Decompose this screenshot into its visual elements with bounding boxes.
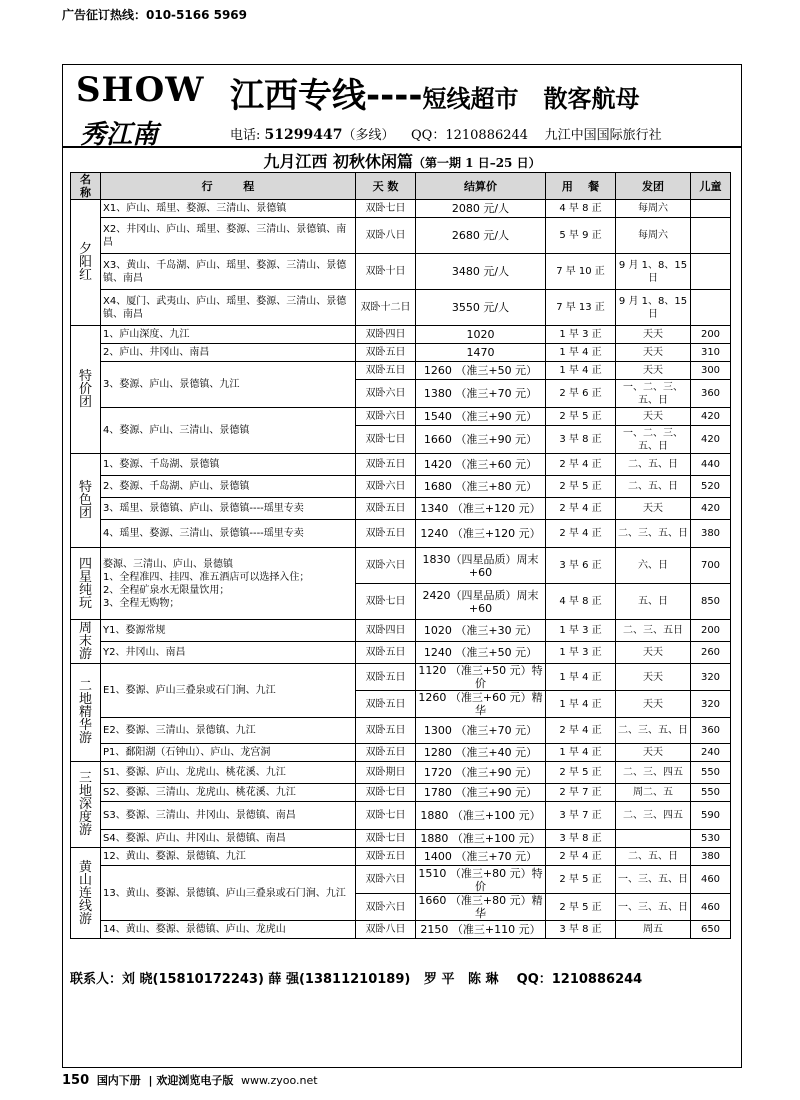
child-price-cell: [691, 254, 731, 290]
meals-cell: 2 早 5 正: [546, 762, 616, 784]
depart-cell: 每周六: [616, 200, 691, 218]
price-cell: 1240 （准三+120 元）: [416, 520, 546, 548]
route-cell: X4、厦门、武夷山、庐山、瑶里、婺源、三清山、景德镇、南昌: [101, 290, 356, 326]
header-rule: [62, 146, 742, 148]
child-price-cell: [691, 218, 731, 254]
depart-cell: 周二、五: [616, 784, 691, 802]
page-subtitle: [62, 149, 742, 172]
table-row: [71, 254, 731, 290]
page-url: www.zyoo.net: [241, 1074, 318, 1087]
depart-cell: 天天: [616, 642, 691, 664]
meals-cell: 1 早 4 正: [546, 664, 616, 691]
table-row: [71, 498, 731, 520]
route-cell: 14、黄山、婺源、景德镇、庐山、龙虎山: [101, 921, 356, 939]
days-cell: 双卧七日: [356, 584, 416, 620]
table-row: [71, 784, 731, 802]
child-price-cell: 420: [691, 498, 731, 520]
meals-cell: 4 早 8 正: [546, 200, 616, 218]
days-cell: 双卧四日: [356, 620, 416, 642]
days-cell: 双卧五日: [356, 344, 416, 362]
col-child: 儿童: [691, 173, 731, 200]
route-cell: 3、婺源、庐山、景德镇、九江: [101, 362, 356, 408]
route-cell: E2、婺源、三清山、景德镇、九江: [101, 718, 356, 744]
child-price-cell: 460: [691, 866, 731, 894]
route-cell: X3、黄山、千岛湖、庐山、瑶里、婺源、三清山、景德镇、南昌: [101, 254, 356, 290]
qq-label: QQ：: [411, 128, 446, 143]
table-row: [71, 620, 731, 642]
days-cell: 双卧五日: [356, 744, 416, 762]
depart-cell: 五、日: [616, 584, 691, 620]
category-name: 夕 阳 红: [71, 200, 101, 326]
agency-name: 九江中国国际旅行社: [544, 128, 662, 143]
price-cell: 1830（四星品质）周末+60: [416, 548, 546, 584]
meals-cell: 1 早 3 正: [546, 642, 616, 664]
depart-cell: 天天: [616, 408, 691, 426]
child-price-cell: 320: [691, 691, 731, 718]
days-cell: 双卧五日: [356, 520, 416, 548]
days-cell: 双卧五日: [356, 642, 416, 664]
table-row: [71, 520, 731, 548]
route-cell: S3、婺源、三清山、井冈山、景德镇、南昌: [101, 802, 356, 830]
route-cell: X2、井冈山、庐山、瑶里、婺源、三清山、景德镇、南昌: [101, 218, 356, 254]
price-cell: 1020 （准三+30 元）: [416, 620, 546, 642]
days-cell: 双卧七日: [356, 426, 416, 454]
category-name: 四 星 纯 玩: [71, 548, 101, 620]
meals-cell: 1 早 3 正: [546, 620, 616, 642]
route-cell: S4、婺源、庐山、井冈山、景德镇、南昌: [101, 830, 356, 848]
depart-cell: 每周六: [616, 218, 691, 254]
meals-cell: 3 早 8 正: [546, 426, 616, 454]
table-row: [71, 362, 731, 380]
page-section: 国内下册: [96, 1074, 141, 1087]
route-cell: 1、庐山深度、九江: [101, 326, 356, 344]
price-cell: 2150 （准三+110 元）: [416, 921, 546, 939]
meals-cell: 3 早 6 正: [546, 548, 616, 584]
logo-xiujiangnan: 秀江南: [80, 120, 159, 150]
col-depart: 发团: [616, 173, 691, 200]
route-cell: 13、黄山、婺源、景德镇、庐山三叠泉或石门涧、九江: [101, 866, 356, 921]
table-row: [71, 802, 731, 830]
table-row: [71, 218, 731, 254]
days-cell: 双卧七日: [356, 200, 416, 218]
days-cell: 双卧十二日: [356, 290, 416, 326]
price-cell: 1510 （准三+80 元）特价: [416, 866, 546, 894]
col-price: 结算价: [416, 173, 546, 200]
meals-cell: 3 早 7 正: [546, 802, 616, 830]
depart-cell: 六、日: [616, 548, 691, 584]
price-cell: 1880 （准三+100 元）: [416, 802, 546, 830]
route-cell: Y1、婺源常规: [101, 620, 356, 642]
depart-cell: 二、五、日: [616, 454, 691, 476]
days-cell: 双卧五日: [356, 498, 416, 520]
days-cell: 双卧六日: [356, 380, 416, 408]
days-cell: 双卧六日: [356, 548, 416, 584]
meals-cell: 7 早 10 正: [546, 254, 616, 290]
table-body: [71, 200, 731, 939]
child-price-cell: 550: [691, 762, 731, 784]
itinerary-table: [70, 172, 731, 939]
route-cell: S2、婺源、三清山、龙虎山、桃花溪、九江: [101, 784, 356, 802]
table-row: [71, 921, 731, 939]
depart-cell: 天天: [616, 326, 691, 344]
col-name: 名 称: [71, 173, 101, 200]
masthead: [70, 68, 735, 150]
days-cell: 双卧七日: [356, 830, 416, 848]
meals-cell: 1 早 4 正: [546, 691, 616, 718]
depart-cell: 天天: [616, 744, 691, 762]
price-cell: 1680 （准三+80 元）: [416, 476, 546, 498]
category-name: 周 末 游: [71, 620, 101, 664]
route-cell: Y2、井冈山、南昌: [101, 642, 356, 664]
page-welcome: 欢迎浏览电子版: [156, 1074, 234, 1087]
headline-main: 江西专线----: [230, 76, 423, 116]
child-price-cell: 260: [691, 642, 731, 664]
price-cell: 1660 （准三+90 元）: [416, 426, 546, 454]
depart-cell: 周五: [616, 921, 691, 939]
depart-cell: 天天: [616, 664, 691, 691]
price-cell: 1240 （准三+50 元）: [416, 642, 546, 664]
days-cell: 双卧五日: [356, 362, 416, 380]
depart-cell: 9 月 1、8、15 日: [616, 290, 691, 326]
child-price-cell: 550: [691, 784, 731, 802]
price-cell: 1420 （准三+60 元）: [416, 454, 546, 476]
child-price-cell: 650: [691, 921, 731, 939]
days-cell: 双卧五日: [356, 664, 416, 691]
meals-cell: 3 早 8 正: [546, 921, 616, 939]
days-cell: 双卧五日: [356, 848, 416, 866]
depart-cell: 二、三、五日: [616, 620, 691, 642]
page-footer: 150 国内下册 | 欢迎浏览电子版 www.zyoo.net: [62, 1073, 318, 1088]
meals-cell: 1 早 4 正: [546, 344, 616, 362]
child-price-cell: 320: [691, 664, 731, 691]
meals-cell: 2 早 5 正: [546, 476, 616, 498]
price-cell: 1020: [416, 326, 546, 344]
table-row: [71, 830, 731, 848]
route-cell: S1、婺源、庐山、龙虎山、桃花溪、九江: [101, 762, 356, 784]
days-cell: 双卧七日: [356, 784, 416, 802]
table-row: [71, 718, 731, 744]
category-name: 特 色 团: [71, 454, 101, 548]
days-cell: 双卧十日: [356, 254, 416, 290]
price-cell: 2080 元/人: [416, 200, 546, 218]
table-row: [71, 476, 731, 498]
depart-cell: 天天: [616, 498, 691, 520]
meals-cell: 2 早 5 正: [546, 894, 616, 921]
days-cell: 双卧六日: [356, 866, 416, 894]
depart-cell: [616, 830, 691, 848]
price-cell: 2420（四星品质）周末+60: [416, 584, 546, 620]
child-price-cell: 380: [691, 520, 731, 548]
meals-cell: 2 早 4 正: [546, 520, 616, 548]
price-cell: 1260 （准三+60 元）精华: [416, 691, 546, 718]
table-row: [71, 762, 731, 784]
child-price-cell: 360: [691, 380, 731, 408]
price-cell: 1400 （准三+70 元）: [416, 848, 546, 866]
table-row: [71, 848, 731, 866]
days-cell: 双卧八日: [356, 218, 416, 254]
table-row: [71, 548, 731, 584]
child-price-cell: 360: [691, 718, 731, 744]
depart-cell: 一、三、五、日: [616, 866, 691, 894]
category-name: 三 地 深 度 游: [71, 762, 101, 848]
route-cell: 2、庐山、井冈山、南昌: [101, 344, 356, 362]
price-cell: 2680 元/人: [416, 218, 546, 254]
table-row: [71, 744, 731, 762]
page-number: 150: [62, 1073, 90, 1088]
price-cell: 1540 （准三+90 元）: [416, 408, 546, 426]
phone-number: 51299447: [264, 127, 343, 143]
days-cell: 双卧五日: [356, 691, 416, 718]
price-cell: 3480 元/人: [416, 254, 546, 290]
price-cell: 1780 （准三+90 元）: [416, 784, 546, 802]
child-price-cell: 380: [691, 848, 731, 866]
meals-cell: 2 早 7 正: [546, 784, 616, 802]
col-route: 行 程: [101, 173, 356, 200]
depart-cell: 天天: [616, 362, 691, 380]
child-price-cell: 200: [691, 326, 731, 344]
qq-number: 1210886244: [445, 128, 529, 143]
phone-note: （多线）: [342, 128, 395, 143]
route-cell: 1、婺源、千岛湖、景德镇: [101, 454, 356, 476]
meals-cell: 1 早 4 正: [546, 362, 616, 380]
meals-cell: 2 早 4 正: [546, 718, 616, 744]
subtitle-main: 九月江西 初秋休闲篇: [263, 152, 413, 171]
footer-contact: 联系人：刘 晓(15810172243) 薛 强(13811210189) 罗 平 陈 琳 QQ：1210886244: [70, 972, 643, 987]
child-price-cell: 440: [691, 454, 731, 476]
child-price-cell: 240: [691, 744, 731, 762]
days-cell: 双卧五日: [356, 718, 416, 744]
price-cell: 1470: [416, 344, 546, 362]
meals-cell: 1 早 4 正: [546, 744, 616, 762]
meals-cell: 2 早 6 正: [546, 380, 616, 408]
price-cell: 1340 （准三+120 元）: [416, 498, 546, 520]
price-cell: 1280 （准三+40 元）: [416, 744, 546, 762]
meals-cell: 2 早 5 正: [546, 866, 616, 894]
child-price-cell: 200: [691, 620, 731, 642]
child-price-cell: 460: [691, 894, 731, 921]
category-name: 特 价 团: [71, 326, 101, 454]
subtitle-period: （第一期 1 日–25 日）: [412, 156, 541, 170]
depart-cell: 二、三、四五: [616, 762, 691, 784]
child-price-cell: 530: [691, 830, 731, 848]
price-cell: 3550 元/人: [416, 290, 546, 326]
depart-cell: 一、二、三、五、日: [616, 426, 691, 454]
category-name: 二 地 精 华 游: [71, 664, 101, 762]
depart-cell: 一、二、三、五、日: [616, 380, 691, 408]
meals-cell: 2 早 4 正: [546, 454, 616, 476]
price-cell: 1300 （准三+70 元）: [416, 718, 546, 744]
days-cell: 双卧五日: [356, 454, 416, 476]
route-cell: 2、婺源、千岛湖、庐山、景德镇: [101, 476, 356, 498]
meals-cell: 3 早 8 正: [546, 830, 616, 848]
meals-cell: 7 早 13 正: [546, 290, 616, 326]
route-cell: 12、黄山、婺源、景德镇、九江: [101, 848, 356, 866]
route-cell: P1、鄱阳湖（石钟山）、庐山、龙宫洞: [101, 744, 356, 762]
table-row: [71, 326, 731, 344]
child-price-cell: 850: [691, 584, 731, 620]
route-cell: X1、庐山、瑶里、婺源、三清山、景德镇: [101, 200, 356, 218]
meals-cell: 2 早 4 正: [546, 848, 616, 866]
days-cell: 双卧期日: [356, 762, 416, 784]
child-price-cell: 310: [691, 344, 731, 362]
table-row: [71, 664, 731, 691]
days-cell: 双卧六日: [356, 894, 416, 921]
route-cell: 4、婺源、庐山、三清山、景德镇: [101, 408, 356, 454]
route-cell: 婺源、三清山、庐山、景德镇 1、全程准四、挂四、准五酒店可以选择入住； 2、全程矿泉水无限量饮用； 3、全程无购物；: [101, 548, 356, 620]
child-price-cell: 520: [691, 476, 731, 498]
meals-cell: 2 早 5 正: [546, 408, 616, 426]
headline-sub: 短线超市 散客航母: [422, 85, 640, 113]
price-cell: 1660 （准三+80 元）精华: [416, 894, 546, 921]
price-cell: 1720 （准三+90 元）: [416, 762, 546, 784]
depart-cell: 二、五、日: [616, 476, 691, 498]
table-row: [71, 866, 731, 894]
brand-show: SHOW: [76, 70, 205, 110]
child-price-cell: [691, 200, 731, 218]
depart-cell: 二、三、五、日: [616, 718, 691, 744]
price-cell: 1260 （准三+50 元）: [416, 362, 546, 380]
table-row: [71, 454, 731, 476]
meals-cell: 4 早 8 正: [546, 584, 616, 620]
headline: [230, 68, 640, 117]
depart-cell: 一、三、五、日: [616, 894, 691, 921]
days-cell: 双卧六日: [356, 476, 416, 498]
days-cell: 双卧四日: [356, 326, 416, 344]
table-row: [71, 200, 731, 218]
child-price-cell: 300: [691, 362, 731, 380]
days-cell: 双卧八日: [356, 921, 416, 939]
table-header-row: [71, 173, 731, 200]
depart-cell: 天天: [616, 691, 691, 718]
depart-cell: 天天: [616, 344, 691, 362]
contact-line: [230, 124, 662, 143]
meals-cell: 1 早 3 正: [546, 326, 616, 344]
child-price-cell: 420: [691, 408, 731, 426]
category-name: 黄 山 连 线 游: [71, 848, 101, 939]
route-cell: 3、瑶里、景德镇、庐山、景德镇----瑶里专卖: [101, 498, 356, 520]
col-meals: 用 餐: [546, 173, 616, 200]
days-cell: 双卧六日: [356, 408, 416, 426]
meals-cell: 5 早 9 正: [546, 218, 616, 254]
table-row: [71, 408, 731, 426]
depart-cell: 9 月 1、8、15 日: [616, 254, 691, 290]
col-days: 天 数: [356, 173, 416, 200]
phone-label: 电话:: [230, 128, 261, 143]
route-cell: E1、婺源、庐山三叠泉或石门涧、九江: [101, 664, 356, 718]
price-cell: 1880 （准三+100 元）: [416, 830, 546, 848]
route-cell: 4、瑶里、婺源、三清山、景德镇----瑶里专卖: [101, 520, 356, 548]
ad-hotline: 广告征订热线：010-5166 5969: [62, 8, 248, 22]
child-price-cell: 590: [691, 802, 731, 830]
price-cell: 1120 （准三+50 元）特价: [416, 664, 546, 691]
depart-cell: 二、五、日: [616, 848, 691, 866]
depart-cell: 二、三、五、日: [616, 520, 691, 548]
child-price-cell: 420: [691, 426, 731, 454]
depart-cell: 二、三、四五: [616, 802, 691, 830]
table-row: [71, 290, 731, 326]
child-price-cell: 700: [691, 548, 731, 584]
table-row: [71, 642, 731, 664]
meals-cell: 2 早 4 正: [546, 498, 616, 520]
table-row: [71, 344, 731, 362]
price-cell: 1380 （准三+70 元）: [416, 380, 546, 408]
days-cell: 双卧七日: [356, 802, 416, 830]
child-price-cell: [691, 290, 731, 326]
